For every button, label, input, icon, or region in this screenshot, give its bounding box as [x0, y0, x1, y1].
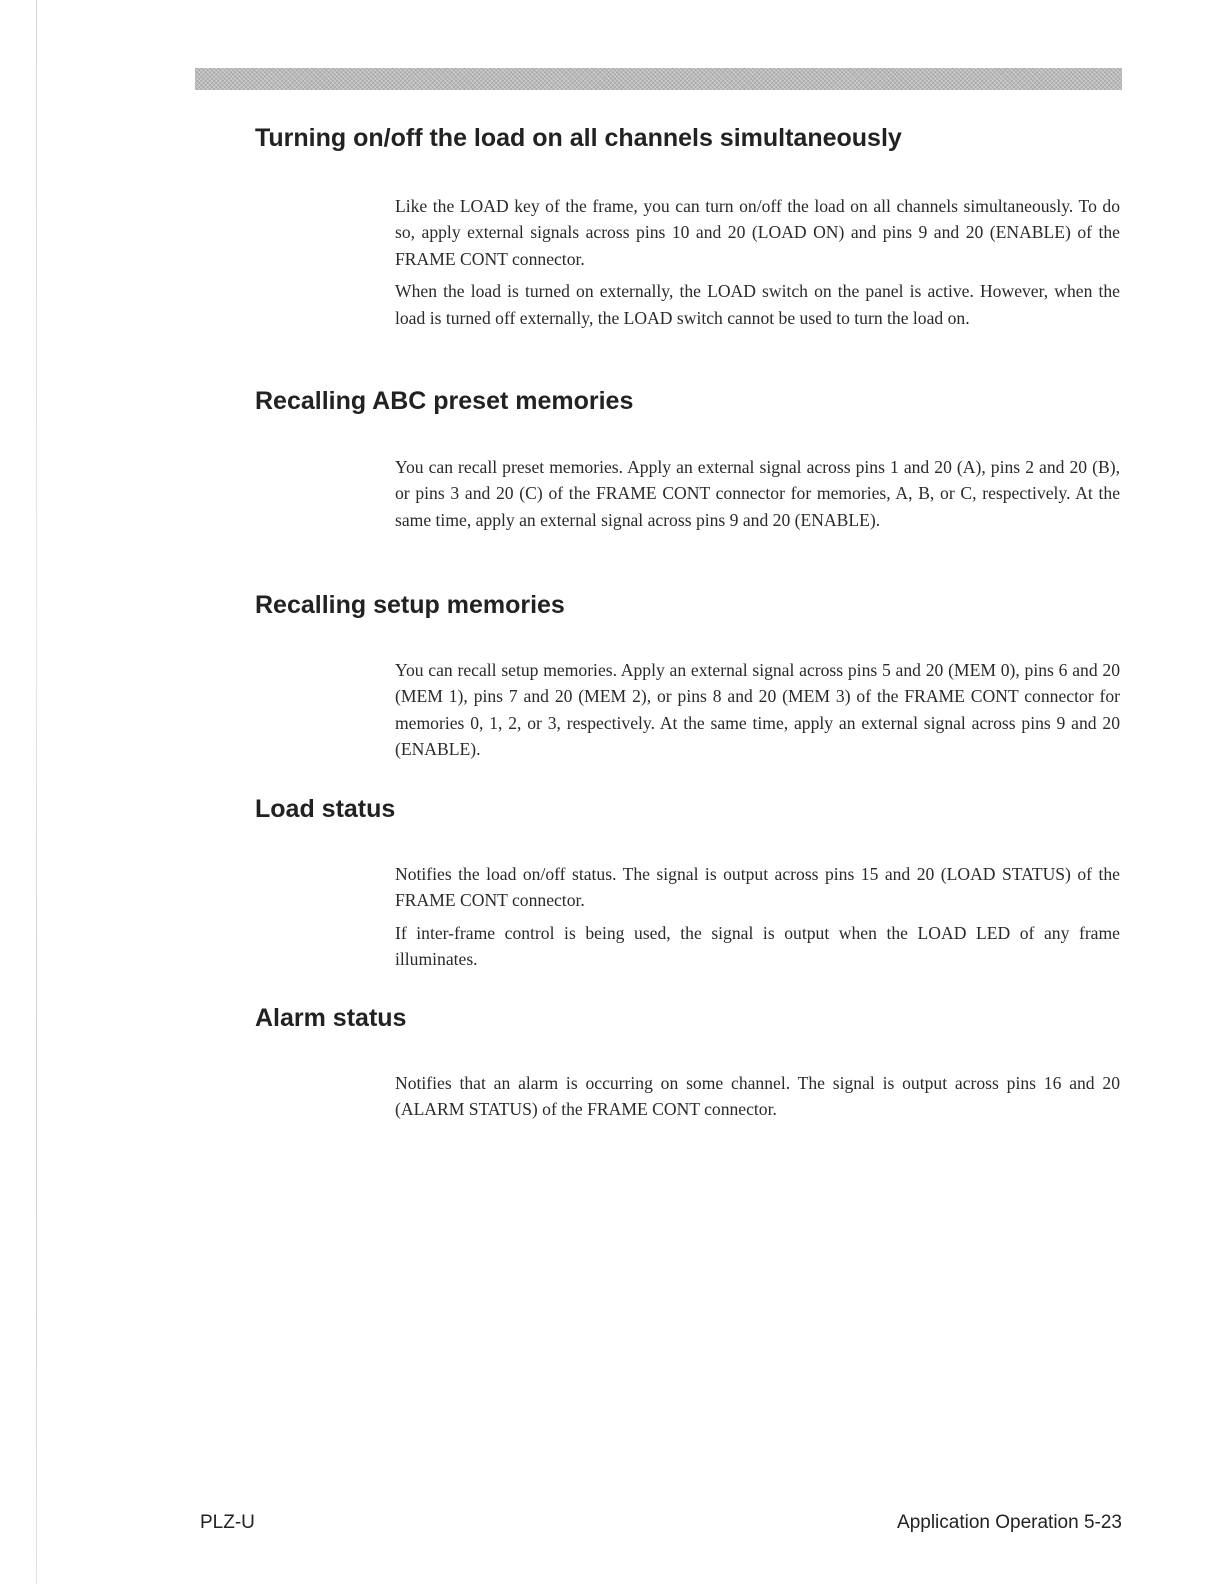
paragraph: You can recall preset memories. Apply an external signal across pins 1 and 20 (A), pins 2 and 20 (B), or pins 3 and 20 (C) of the FRAME CONT connector for memories, A, B, or C, respectively. At the same time, apply an external signal across pins 9 and 20 (ENABLE).: [395, 457, 1120, 530]
footer-page-reference: Application Operation 5-23: [897, 1512, 1122, 1533]
paragraph: You can recall setup memories. Apply an external signal across pins 5 and 20 (MEM 0), pins 6 and 20 (MEM 1), pins 7 and 20 (MEM 2), or pins 8 and 20 (MEM 3) of the FRAME CONT connector for memories 0, 1, 2, or 3, respectively. At the same time, apply an external signal across pins 9 and 20 (ENABLE).: [395, 660, 1120, 760]
section-heading-load-all-channels: Turning on/off the load on all channels simultaneously: [255, 124, 902, 152]
section-heading-abc-preset-memories: Recalling ABC preset memories: [255, 387, 634, 415]
section-body-abc-preset-memories: [395, 454, 1120, 539]
section-body-load-all-channels: [395, 193, 1120, 337]
section-body-alarm-status: [395, 1070, 1120, 1129]
section-body-setup-memories: [395, 657, 1120, 769]
section-heading-alarm-status: Alarm status: [255, 1004, 407, 1032]
section-heading-setup-memories: Recalling setup memories: [255, 591, 565, 619]
paragraph: When the load is turned on externally, the LOAD switch on the panel is active. However, when the load is turned off externally, the LOAD switch cannot be used to turn the load on.: [395, 281, 1120, 328]
paragraph: If inter-frame control is being used, the signal is output when the LOAD LED of any frame illuminates.: [395, 922, 1120, 970]
section-heading-load-status: Load status: [255, 795, 396, 823]
paragraph: Notifies that an alarm is occurring on some channel. The signal is output across pins 16 and 20 (ALARM STATUS) of the FRAME CONT connector.: [395, 1073, 1120, 1120]
footer-product-name: PLZ-U: [200, 1512, 255, 1533]
header-decorative-bar: [195, 68, 1122, 90]
paragraph: Notifies the load on/off status. The signal is output across pins 15 and 20 (LOAD STATUS) of the FRAME CONT connector.: [395, 864, 1120, 911]
section-body-load-status: [395, 861, 1120, 979]
paragraph: Like the LOAD key of the frame, you can turn on/off the load on all channels simultaneously. To do so, apply external signals across pins 10 and 20 (LOAD ON) and pins 9 and 20 (ENABLE) of the FRAME CONT connector.: [395, 196, 1120, 269]
binding-margin-line: [36, 0, 37, 1584]
